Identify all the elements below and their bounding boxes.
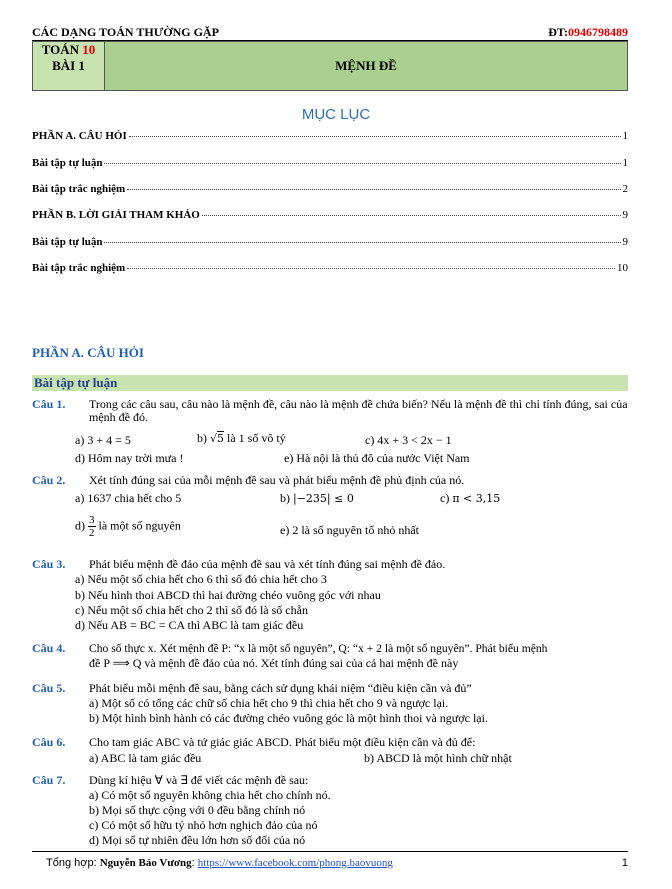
header-phone: ĐT:0946798489 bbox=[548, 25, 628, 39]
header-title: CÁC DẠNG TOÁN THƯỜNG GẶP bbox=[32, 25, 219, 39]
lesson-cell: TOÁN 10 BÀI 1 bbox=[33, 42, 105, 91]
toc-item[interactable]: Bài tập trắc nghiệm 10 bbox=[32, 262, 628, 274]
toc-title: MỤC LỤC bbox=[301, 106, 371, 123]
toc-item[interactable]: Bài tập trắc nghiệm 2 bbox=[32, 183, 628, 195]
lesson-title: MỆNH ĐỀ bbox=[105, 42, 628, 91]
page-footer: Tổng hợp: Nguyễn Bảo Vương: https://www.facebook.com/phong.baovuong 1 bbox=[32, 851, 628, 856]
toc-item[interactable]: PHẦN A. CÂU HỎI 1 bbox=[32, 130, 628, 142]
title-box bbox=[32, 41, 628, 91]
toc-item[interactable]: Bài tập tự luận 9 bbox=[32, 236, 628, 248]
toc-item[interactable]: Bài tập tự luận 1 bbox=[32, 157, 628, 169]
facebook-link[interactable]: https://www.facebook.com/phong.baovuong bbox=[197, 857, 393, 869]
section-heading: PHẦN A. CÂU HỎI bbox=[32, 345, 144, 360]
subsection-heading: Bài tập tự luận bbox=[32, 375, 628, 391]
page-header bbox=[32, 24, 628, 41]
toc-item[interactable]: PHẦN B. LỜI GIẢI THAM KHẢO 9 bbox=[32, 209, 628, 221]
page-number: 1 bbox=[621, 857, 628, 869]
